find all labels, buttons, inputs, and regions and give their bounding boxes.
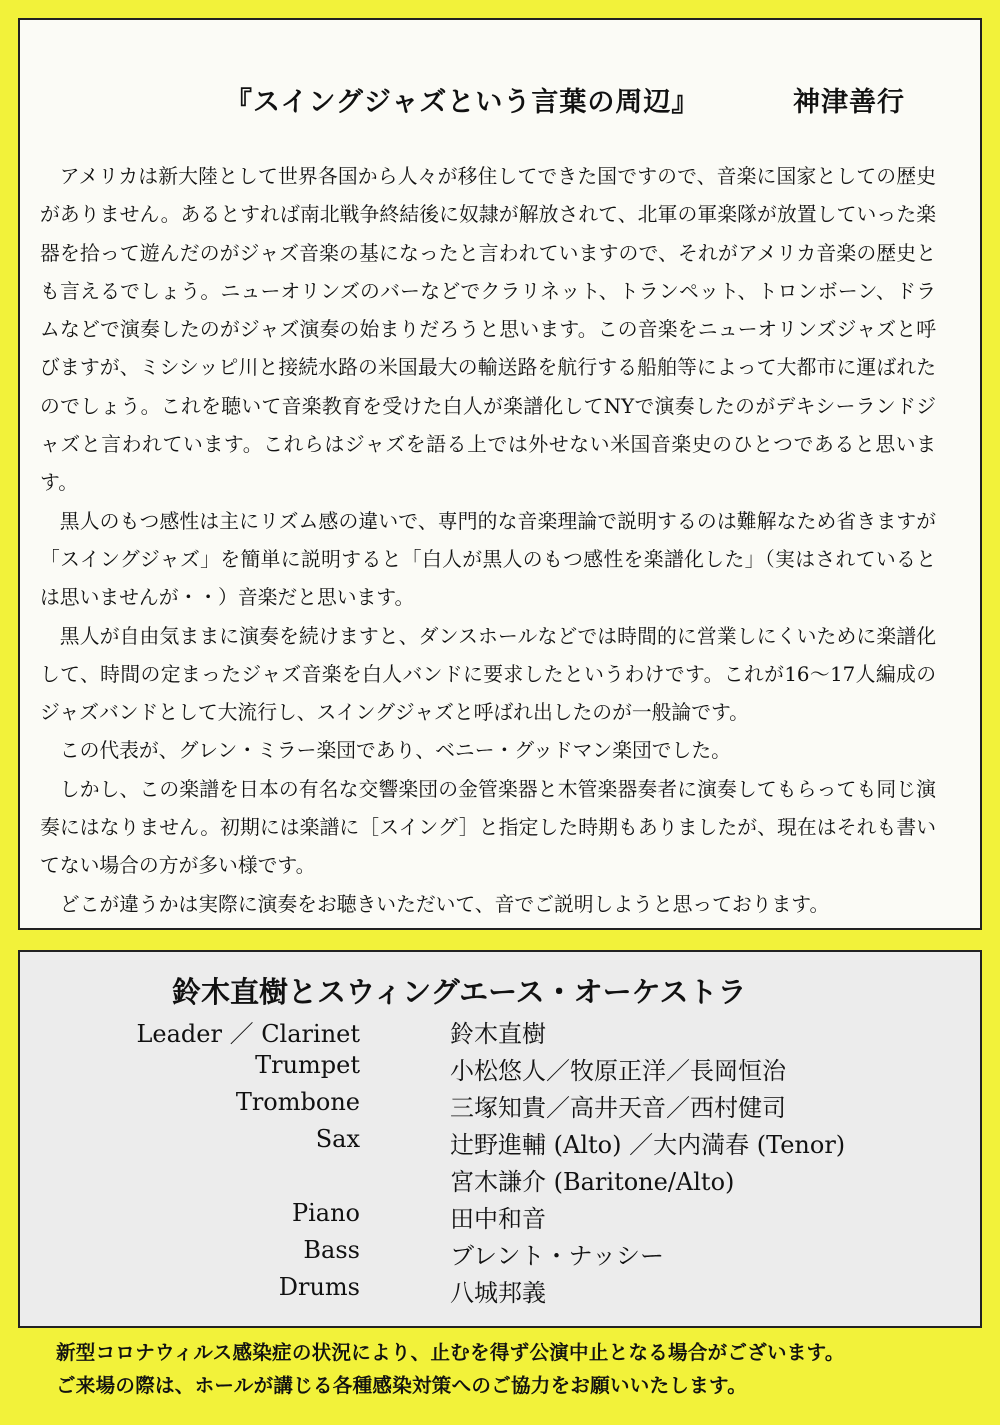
roster-row-sax bbox=[120, 1125, 880, 1162]
roster-row-sax-continued bbox=[120, 1162, 880, 1199]
roster-role: Trumpet bbox=[255, 1051, 360, 1079]
roster-role: Bass bbox=[303, 1236, 360, 1264]
roster-role: Piano bbox=[291, 1199, 360, 1227]
essay-paragraph: しかし、この楽譜を日本の有名な交響楽団の金管楽器と木管楽器奏者に演奏してもらっても同じ演奏にはなりません。初期には楽譜に［スイング］と指定した時期もありましたが、現在はそれも書いてない場合の方が多い様です。 bbox=[40, 777, 936, 878]
roster-role: Trombone bbox=[235, 1088, 360, 1116]
roster-names: 宮木謙介 (Baritone/Alto) bbox=[450, 1168, 735, 1196]
essay-paragraph: どこが違うかは実際に演奏をお聴きいただいて、音でご説明しようと思っております。 bbox=[59, 892, 830, 916]
roster-names: 鈴木直樹 bbox=[450, 1020, 546, 1048]
roster-names: ブレント・ナッシー bbox=[450, 1242, 664, 1270]
orchestra-title: 鈴木直樹とスウィングエース・オーケストラ bbox=[172, 975, 747, 1009]
roster-row-trumpet bbox=[120, 1051, 880, 1088]
roster-row-trombone bbox=[120, 1088, 880, 1125]
roster-names: 小松悠人／牧原正洋／長岡恒治 bbox=[450, 1057, 786, 1085]
roster-names: 辻野進輔 (Alto) ／大内満春 (Tenor) bbox=[450, 1131, 846, 1159]
essay-title: 『スイングジャズという言葉の周辺』 bbox=[225, 87, 700, 118]
essay-author: 神津善行 bbox=[793, 87, 905, 118]
essay-paragraph: アメリカは新大陸として世界各国から人々が移住してできた国ですので、音楽に国家としての歴史がありません。あるとすれば南北戦争終結後に奴隷が解放されて、北軍の軍楽隊が放置していった楽器を拾って遊んだのがジャズ音楽の基になったと言われていますので、それがアメリカ音楽の歴史とも言えるでしょう。ニューオリンズのバーなどでクラリネット、トランペット、トロンボーン、ドラムなどで演奏したのがジャズ演奏の始まりだろうと思います。この音楽をニューオリンズジャズと呼びますが、ミシシッピ川と接続水路の米国最大の輸送路を航行する船舶等によって大都市に運ばれたのでしょう。これを聴いて音楽教育を受けた白人が楽譜化してNYで演奏したのがデキシーランドジャズと言われています。これらはジャズを語る上では外せない米国音楽史のひとつであると思います。 bbox=[40, 165, 936, 495]
roster-role: Sax bbox=[315, 1125, 360, 1153]
roster-names: 八城邦義 bbox=[450, 1279, 546, 1307]
essay-paragraph: 黒人のもつ感性は主にリズム感の違いで、専門的な音楽理論で説明するのは難解なため省きますが「スイングジャズ」を簡単に説明すると「白人が黒人のもつ感性を楽譜化した」（実はされているとは思いませんが・・）音楽だと思います。 bbox=[40, 509, 936, 610]
roster-row-drums bbox=[120, 1273, 880, 1310]
essay-body bbox=[40, 158, 936, 924]
roster-names: 田中和音 bbox=[450, 1205, 546, 1233]
roster-row-leader bbox=[120, 1014, 880, 1051]
essay-paragraph: この代表が、グレン・ミラー楽団であり、ベニー・グッドマン楽団でした。 bbox=[59, 739, 731, 763]
roster-row-bass bbox=[120, 1236, 880, 1273]
essay-paragraph: 黒人が自由気ままに演奏を続けますと、ダンスホールなどでは時間的に営業しにくいために楽譜化して、時間の定まったジャズ音楽を白人バンドに要求したというわけです。これが16〜17人編成のジャズバンドとして大流行し、スイングジャズと呼ばれ出したのが一般論です。 bbox=[40, 624, 936, 725]
notice-line-1: 新型コロナウィルス感染症の状況により、止むを得ず公演中止となる場合がございます。 bbox=[56, 1341, 845, 1364]
roster-row-piano bbox=[120, 1199, 880, 1236]
roster-role: Drums bbox=[278, 1273, 360, 1301]
roster-names: 三塚知貴／高井天音／西村健司 bbox=[450, 1094, 786, 1122]
roster-role: Leader ／ Clarinet bbox=[136, 1020, 360, 1048]
notice-line-2: ご来場の際は、ホールが講じる各種感染対策へのご協力をお願いいたします。 bbox=[56, 1374, 748, 1397]
